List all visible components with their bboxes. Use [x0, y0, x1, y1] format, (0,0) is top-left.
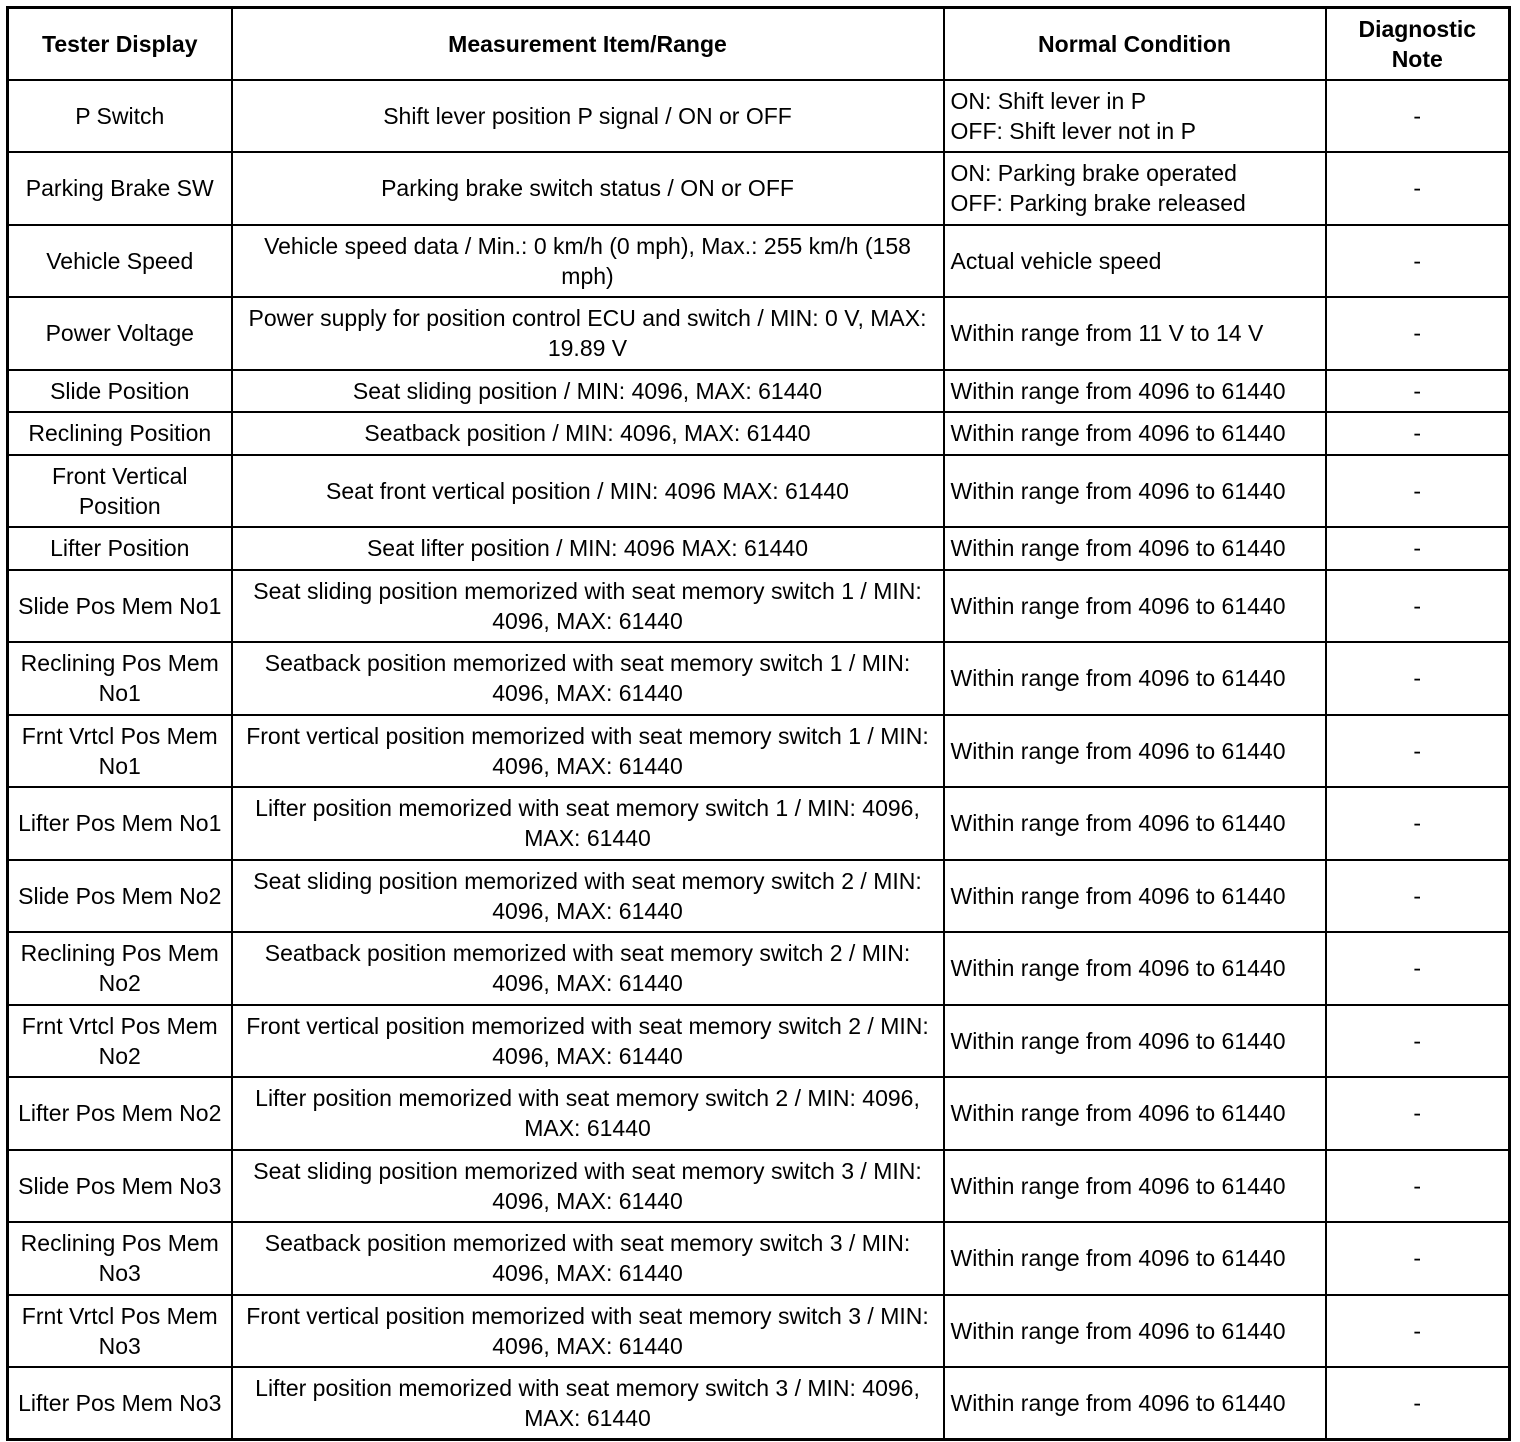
measurement-cell: Seat lifter position / MIN: 4096 MAX: 61440 — [232, 527, 944, 570]
normal-condition-cell: Within range from 4096 to 61440 — [944, 370, 1326, 413]
table-row — [8, 1150, 1510, 1223]
normal-condition-line: OFF: Shift lever not in P — [950, 117, 1196, 144]
table-row — [8, 455, 1510, 528]
tester-display-cell: Slide Pos Mem No1 — [8, 570, 232, 643]
tester-display-cell: Front Vertical Position — [8, 455, 232, 528]
measurement-cell: Lifter position memorized with seat memory switch 2 / MIN: 4096, MAX: 61440 — [232, 1077, 944, 1150]
table-row — [8, 80, 1510, 153]
table-row — [8, 1367, 1510, 1440]
measurement-cell: Seat sliding position memorized with seat memory switch 2 / MIN: 4096, MAX: 61440 — [232, 860, 944, 933]
diagnostic-note-cell: - — [1326, 1150, 1510, 1223]
tester-display-cell: P Switch — [8, 80, 232, 153]
table-row — [8, 860, 1510, 933]
diagnostic-note-cell: - — [1326, 1222, 1510, 1295]
diagnostic-note-cell: - — [1326, 932, 1510, 1005]
normal-condition-cell: Within range from 4096 to 61440 — [944, 527, 1326, 570]
table-row — [8, 570, 1510, 643]
header-normal-condition: Normal Condition — [944, 8, 1326, 80]
diagnostic-note-cell: - — [1326, 642, 1510, 715]
tester-display-cell: Lifter Pos Mem No1 — [8, 787, 232, 860]
tester-display-cell: Slide Pos Mem No2 — [8, 860, 232, 933]
normal-condition-cell: Within range from 11 V to 14 V — [944, 297, 1326, 370]
table-row — [8, 787, 1510, 860]
measurement-cell: Front vertical position memorized with seat memory switch 2 / MIN: 4096, MAX: 61440 — [232, 1005, 944, 1078]
normal-condition-cell: Within range from 4096 to 61440 — [944, 412, 1326, 455]
measurement-cell: Seatback position memorized with seat memory switch 1 / MIN: 4096, MAX: 61440 — [232, 642, 944, 715]
normal-condition-cell: Actual vehicle speed — [944, 225, 1326, 298]
normal-condition-cell — [944, 80, 1326, 153]
tester-display-cell: Frnt Vrtcl Pos Mem No3 — [8, 1295, 232, 1368]
normal-condition-cell — [944, 152, 1326, 225]
diagnostic-note-cell: - — [1326, 412, 1510, 455]
measurement-cell: Seat front vertical position / MIN: 4096 MAX: 61440 — [232, 455, 944, 528]
normal-condition-cell: Within range from 4096 to 61440 — [944, 932, 1326, 1005]
normal-condition-cell: Within range from 4096 to 61440 — [944, 787, 1326, 860]
table-row — [8, 370, 1510, 413]
diagnostic-note-cell: - — [1326, 527, 1510, 570]
header-tester-display: Tester Display — [8, 8, 232, 80]
table-row — [8, 932, 1510, 1005]
diagnostic-note-cell: - — [1326, 1367, 1510, 1440]
diagnostic-note-cell: - — [1326, 370, 1510, 413]
measurement-cell: Seatback position memorized with seat memory switch 3 / MIN: 4096, MAX: 61440 — [232, 1222, 944, 1295]
diagnostic-note-cell: - — [1326, 715, 1510, 788]
measurement-cell: Seat sliding position memorized with seat memory switch 3 / MIN: 4096, MAX: 61440 — [232, 1150, 944, 1223]
normal-condition-line: OFF: Parking brake released — [950, 190, 1246, 217]
tester-display-cell: Reclining Pos Mem No2 — [8, 932, 232, 1005]
table-row — [8, 527, 1510, 570]
normal-condition-cell: Within range from 4096 to 61440 — [944, 715, 1326, 788]
tester-display-cell: Vehicle Speed — [8, 225, 232, 298]
measurement-cell: Parking brake switch status / ON or OFF — [232, 152, 944, 225]
tester-display-cell: Reclining Pos Mem No3 — [8, 1222, 232, 1295]
diagnostic-note-cell: - — [1326, 297, 1510, 370]
measurement-cell: Lifter position memorized with seat memory switch 3 / MIN: 4096, MAX: 61440 — [232, 1367, 944, 1440]
table-row — [8, 297, 1510, 370]
measurement-cell: Seatback position / MIN: 4096, MAX: 61440 — [232, 412, 944, 455]
header-row — [8, 8, 1510, 80]
diagnostic-note-cell: - — [1326, 225, 1510, 298]
diagnostic-note-cell: - — [1326, 1295, 1510, 1368]
tester-display-cell: Lifter Pos Mem No3 — [8, 1367, 232, 1440]
tester-display-cell: Parking Brake SW — [8, 152, 232, 225]
normal-condition-cell: Within range from 4096 to 61440 — [944, 1295, 1326, 1368]
diagnostic-note-cell: - — [1326, 1005, 1510, 1078]
measurement-cell: Seat sliding position / MIN: 4096, MAX: 61440 — [232, 370, 944, 413]
normal-condition-cell: Within range from 4096 to 61440 — [944, 1005, 1326, 1078]
normal-condition-cell: Within range from 4096 to 61440 — [944, 860, 1326, 933]
normal-condition-line: ON: Parking brake operated — [950, 160, 1237, 187]
normal-condition-line: ON: Shift lever in P — [950, 87, 1147, 114]
tester-display-cell: Slide Pos Mem No3 — [8, 1150, 232, 1223]
table-row — [8, 1222, 1510, 1295]
table-row — [8, 1005, 1510, 1078]
diagnostic-note-cell: - — [1326, 787, 1510, 860]
diagnostic-note-cell: - — [1326, 1077, 1510, 1150]
normal-condition-cell: Within range from 4096 to 61440 — [944, 1150, 1326, 1223]
diagnostic-note-cell: - — [1326, 860, 1510, 933]
normal-condition-cell: Within range from 4096 to 61440 — [944, 1367, 1326, 1440]
header-diagnostic-note: Diagnostic Note — [1326, 8, 1510, 80]
normal-condition-cell: Within range from 4096 to 61440 — [944, 455, 1326, 528]
measurement-cell: Vehicle speed data / Min.: 0 km/h (0 mph), Max.: 255 km/h (158 mph) — [232, 225, 944, 298]
measurement-cell: Front vertical position memorized with seat memory switch 1 / MIN: 4096, MAX: 61440 — [232, 715, 944, 788]
diagnostic-note-cell: - — [1326, 570, 1510, 643]
measurement-cell: Seatback position memorized with seat memory switch 2 / MIN: 4096, MAX: 61440 — [232, 932, 944, 1005]
tester-display-cell: Slide Position — [8, 370, 232, 413]
table-row — [8, 225, 1510, 298]
tester-display-cell: Reclining Pos Mem No1 — [8, 642, 232, 715]
table-row — [8, 1077, 1510, 1150]
table-row — [8, 412, 1510, 455]
diagnostic-note-cell: - — [1326, 80, 1510, 153]
table-row — [8, 715, 1510, 788]
table-row — [8, 1295, 1510, 1368]
table-row — [8, 642, 1510, 715]
normal-condition-cell: Within range from 4096 to 61440 — [944, 642, 1326, 715]
normal-condition-cell: Within range from 4096 to 61440 — [944, 570, 1326, 643]
measurement-cell: Seat sliding position memorized with seat memory switch 1 / MIN: 4096, MAX: 61440 — [232, 570, 944, 643]
data-list-table — [6, 6, 1511, 1441]
tester-display-cell: Power Voltage — [8, 297, 232, 370]
measurement-cell: Front vertical position memorized with seat memory switch 3 / MIN: 4096, MAX: 61440 — [232, 1295, 944, 1368]
measurement-cell: Shift lever position P signal / ON or OFF — [232, 80, 944, 153]
tester-display-cell: Frnt Vrtcl Pos Mem No2 — [8, 1005, 232, 1078]
normal-condition-cell: Within range from 4096 to 61440 — [944, 1077, 1326, 1150]
table-row — [8, 152, 1510, 225]
measurement-cell: Power supply for position control ECU and switch / MIN: 0 V, MAX: 19.89 V — [232, 297, 944, 370]
tester-display-cell: Lifter Pos Mem No2 — [8, 1077, 232, 1150]
normal-condition-cell: Within range from 4096 to 61440 — [944, 1222, 1326, 1295]
diagnostic-note-cell: - — [1326, 455, 1510, 528]
diagnostic-note-cell: - — [1326, 152, 1510, 225]
tester-display-cell: Reclining Position — [8, 412, 232, 455]
tester-display-cell: Frnt Vrtcl Pos Mem No1 — [8, 715, 232, 788]
header-measurement-item: Measurement Item/Range — [232, 8, 944, 80]
tester-display-cell: Lifter Position — [8, 527, 232, 570]
measurement-cell: Lifter position memorized with seat memory switch 1 / MIN: 4096, MAX: 61440 — [232, 787, 944, 860]
